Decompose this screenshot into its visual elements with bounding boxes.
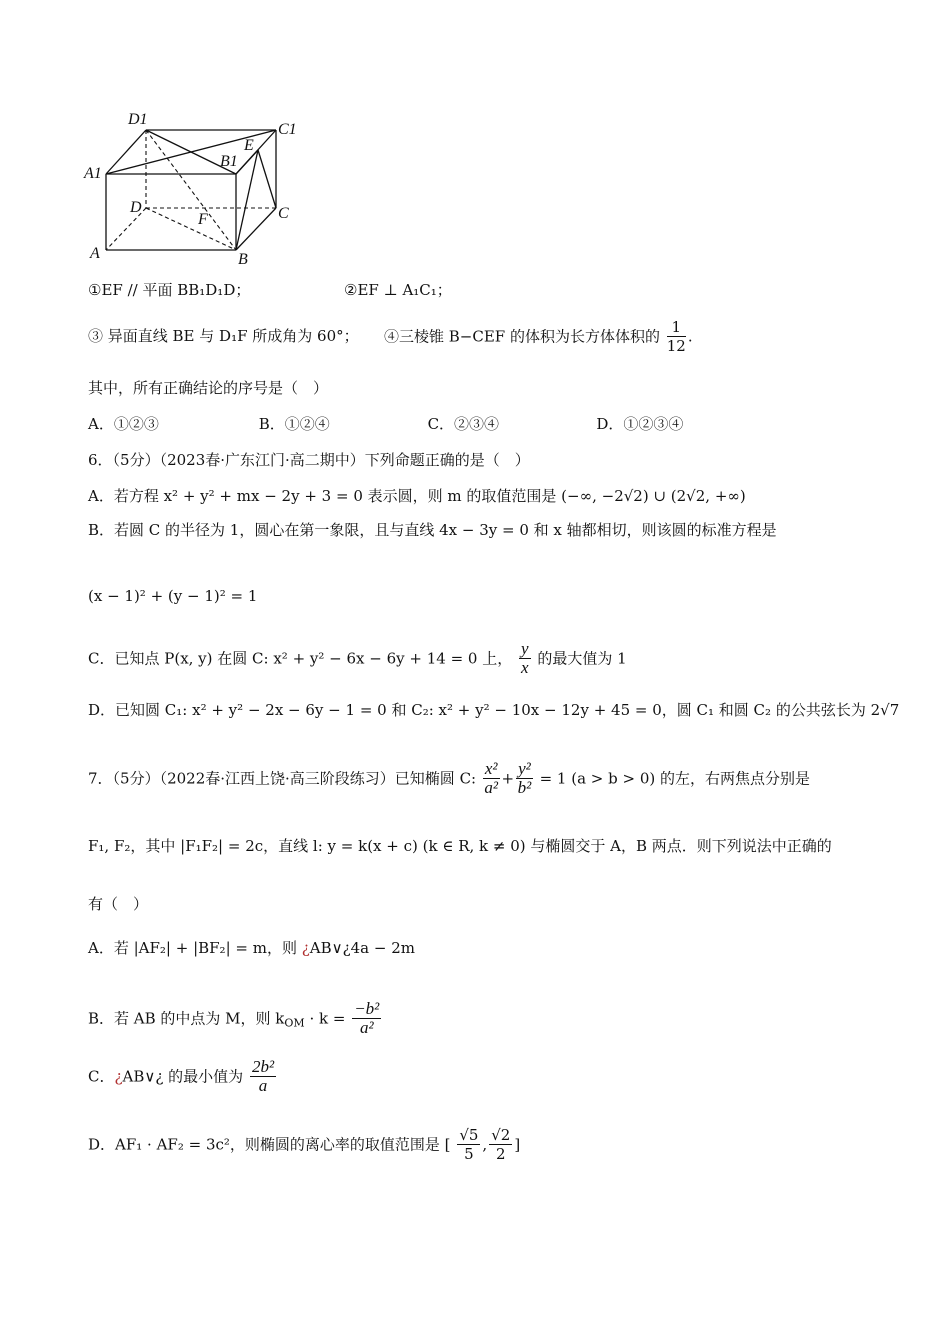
q6-header: 6．（5分）（2023春·广东江门·高二期中）下列命题正确的是（ ） — [88, 451, 530, 469]
q5-option-b[interactable]: B．①②④ — [258, 415, 330, 433]
q7-x-fraction: $\frac{\text{x²}}{\text{a²}}$ — [484, 759, 499, 797]
q5-stmt4-fraction: $\frac{1}{12}$ — [666, 318, 686, 355]
label-B: B — [238, 251, 248, 268]
label-A: A — [90, 245, 100, 262]
q7-option-d[interactable]: D．AF₁ · AF₂ = 3c²，则椭圆的离心率的取值范围是 [ $\frac{√5}{5}$ , $\frac{√2}{2}$ ] — [88, 1126, 521, 1163]
cuboid-figure — [80, 108, 310, 268]
label-F: F — [198, 211, 208, 228]
q5-option-d[interactable]: D．①②③④ — [596, 415, 684, 433]
q7-d-fraction-2: $\frac{√2}{2}$ — [491, 1126, 511, 1163]
q7-c-glyph: ¿ — [114, 1067, 123, 1086]
q7-line2: F₁, F₂，其中 |F₁F₂| = 2c，直线 l: y = k(x + c) (k ∈ R, k ≠ 0) 与椭圆交于 A，B 两点．则下列说法中正确的 — [88, 837, 832, 855]
q5-statements-row2: ③ 异面直线 BE 与 D₁F 所成角为 60°； ④三棱锥 B−CEF 的体积为长方体体积的 $\frac{1}{12}$ . — [88, 318, 693, 355]
q6-option-b-equation: (x − 1)² + (y − 1)² = 1 — [88, 587, 258, 605]
q7-c-fraction: $\frac{\text{2b²}}{a}$ — [251, 1057, 275, 1095]
q5-prompt: 其中，所有正确结论的序号是（ ） — [88, 379, 329, 397]
label-C1: C1 — [278, 121, 297, 138]
label-D: D — [130, 199, 142, 216]
label-A1: A1 — [84, 165, 102, 182]
q6-option-a[interactable]: A．若方程 x² + y² + mx − 2y + 3 = 0 表示圆，则 m 的取值范围是 (−∞, −2√2) ∪ (2√2, +∞) — [88, 487, 746, 505]
q7-prompt: 有（ ） — [88, 895, 149, 913]
q7-option-b[interactable]: B．若 AB 的中点为 M，则 $k_{OM} \cdot k$ = $\frac{\text{−b²}}{\text{a²}}$ — [88, 999, 380, 1037]
q6-option-c[interactable]: C．已知点 P(x, y) 在圆 C: x² + y² − 6x − 6y + 14 = 0 上， $\frac{y}{x}$ 的最大值为 1 — [88, 639, 627, 677]
label-E: E — [244, 137, 254, 154]
label-C: C — [278, 205, 289, 222]
q5-option-a[interactable]: A．①②③ — [88, 415, 159, 433]
q7-d-fraction-1: $\frac{√5}{5}$ — [459, 1126, 479, 1163]
q6-c-fraction: $\frac{y}{x}$ — [521, 639, 529, 677]
q5-stmt2: ②EF ⊥ A₁C₁； — [344, 281, 452, 299]
q7-a-glyph: ¿ — [301, 939, 310, 957]
q7-option-c[interactable]: C．¿AB∨¿ 的最小值为 $\frac{\text{2b²}}{a}$ — [88, 1057, 275, 1095]
q6-option-b[interactable]: B．若圆 C 的半径为 1，圆心在第一象限，且与直线 4x − 3y = 0 和 x 轴都相切，则该圆的标准方程是 — [88, 521, 777, 539]
q5-stmt1: ①EF // 平面 BB₁D₁D； — [88, 281, 251, 299]
q7-header: 7．（5分）（2022春·江西上饶·高三阶段练习）已知椭圆 C: $\frac{\text{x²}}{\text{a²}}$ + $\frac{\text{y²}}{\text{b²}}$ = 1 (a > b > 0) 的左，右两焦点分别是 — [88, 759, 810, 797]
q7-b-fraction: $\frac{\text{−b²}}{\text{a²}}$ — [354, 999, 380, 1037]
q5-options — [88, 414, 683, 434]
q5-stmt3: ③ 异面直线 BE 与 D₁F 所成角为 60°； — [88, 327, 359, 345]
q5-statements-row1 — [88, 280, 452, 300]
q5-option-c[interactable]: C．②③④ — [427, 415, 500, 433]
q5-stmt4: ④三棱锥 B−CEF 的体积为长方体体积的 — [384, 327, 660, 346]
q6-option-d[interactable]: D．已知圆 C₁: x² + y² − 2x − 6y − 1 = 0 和 C₂: x² + y² − 10x − 12y + 45 = 0，圆 C₁ 和圆 C₂ 的公共弦长为 2√7 — [88, 701, 900, 719]
label-B1: B1 — [220, 153, 238, 170]
label-D1: D1 — [128, 111, 148, 128]
q7-option-a[interactable]: A．若 |AF₂| + |BF₂| = m，则 ¿AB∨¿4a − 2m — [88, 939, 415, 957]
q7-y-fraction: $\frac{\text{y²}}{\text{b²}}$ — [517, 759, 532, 797]
